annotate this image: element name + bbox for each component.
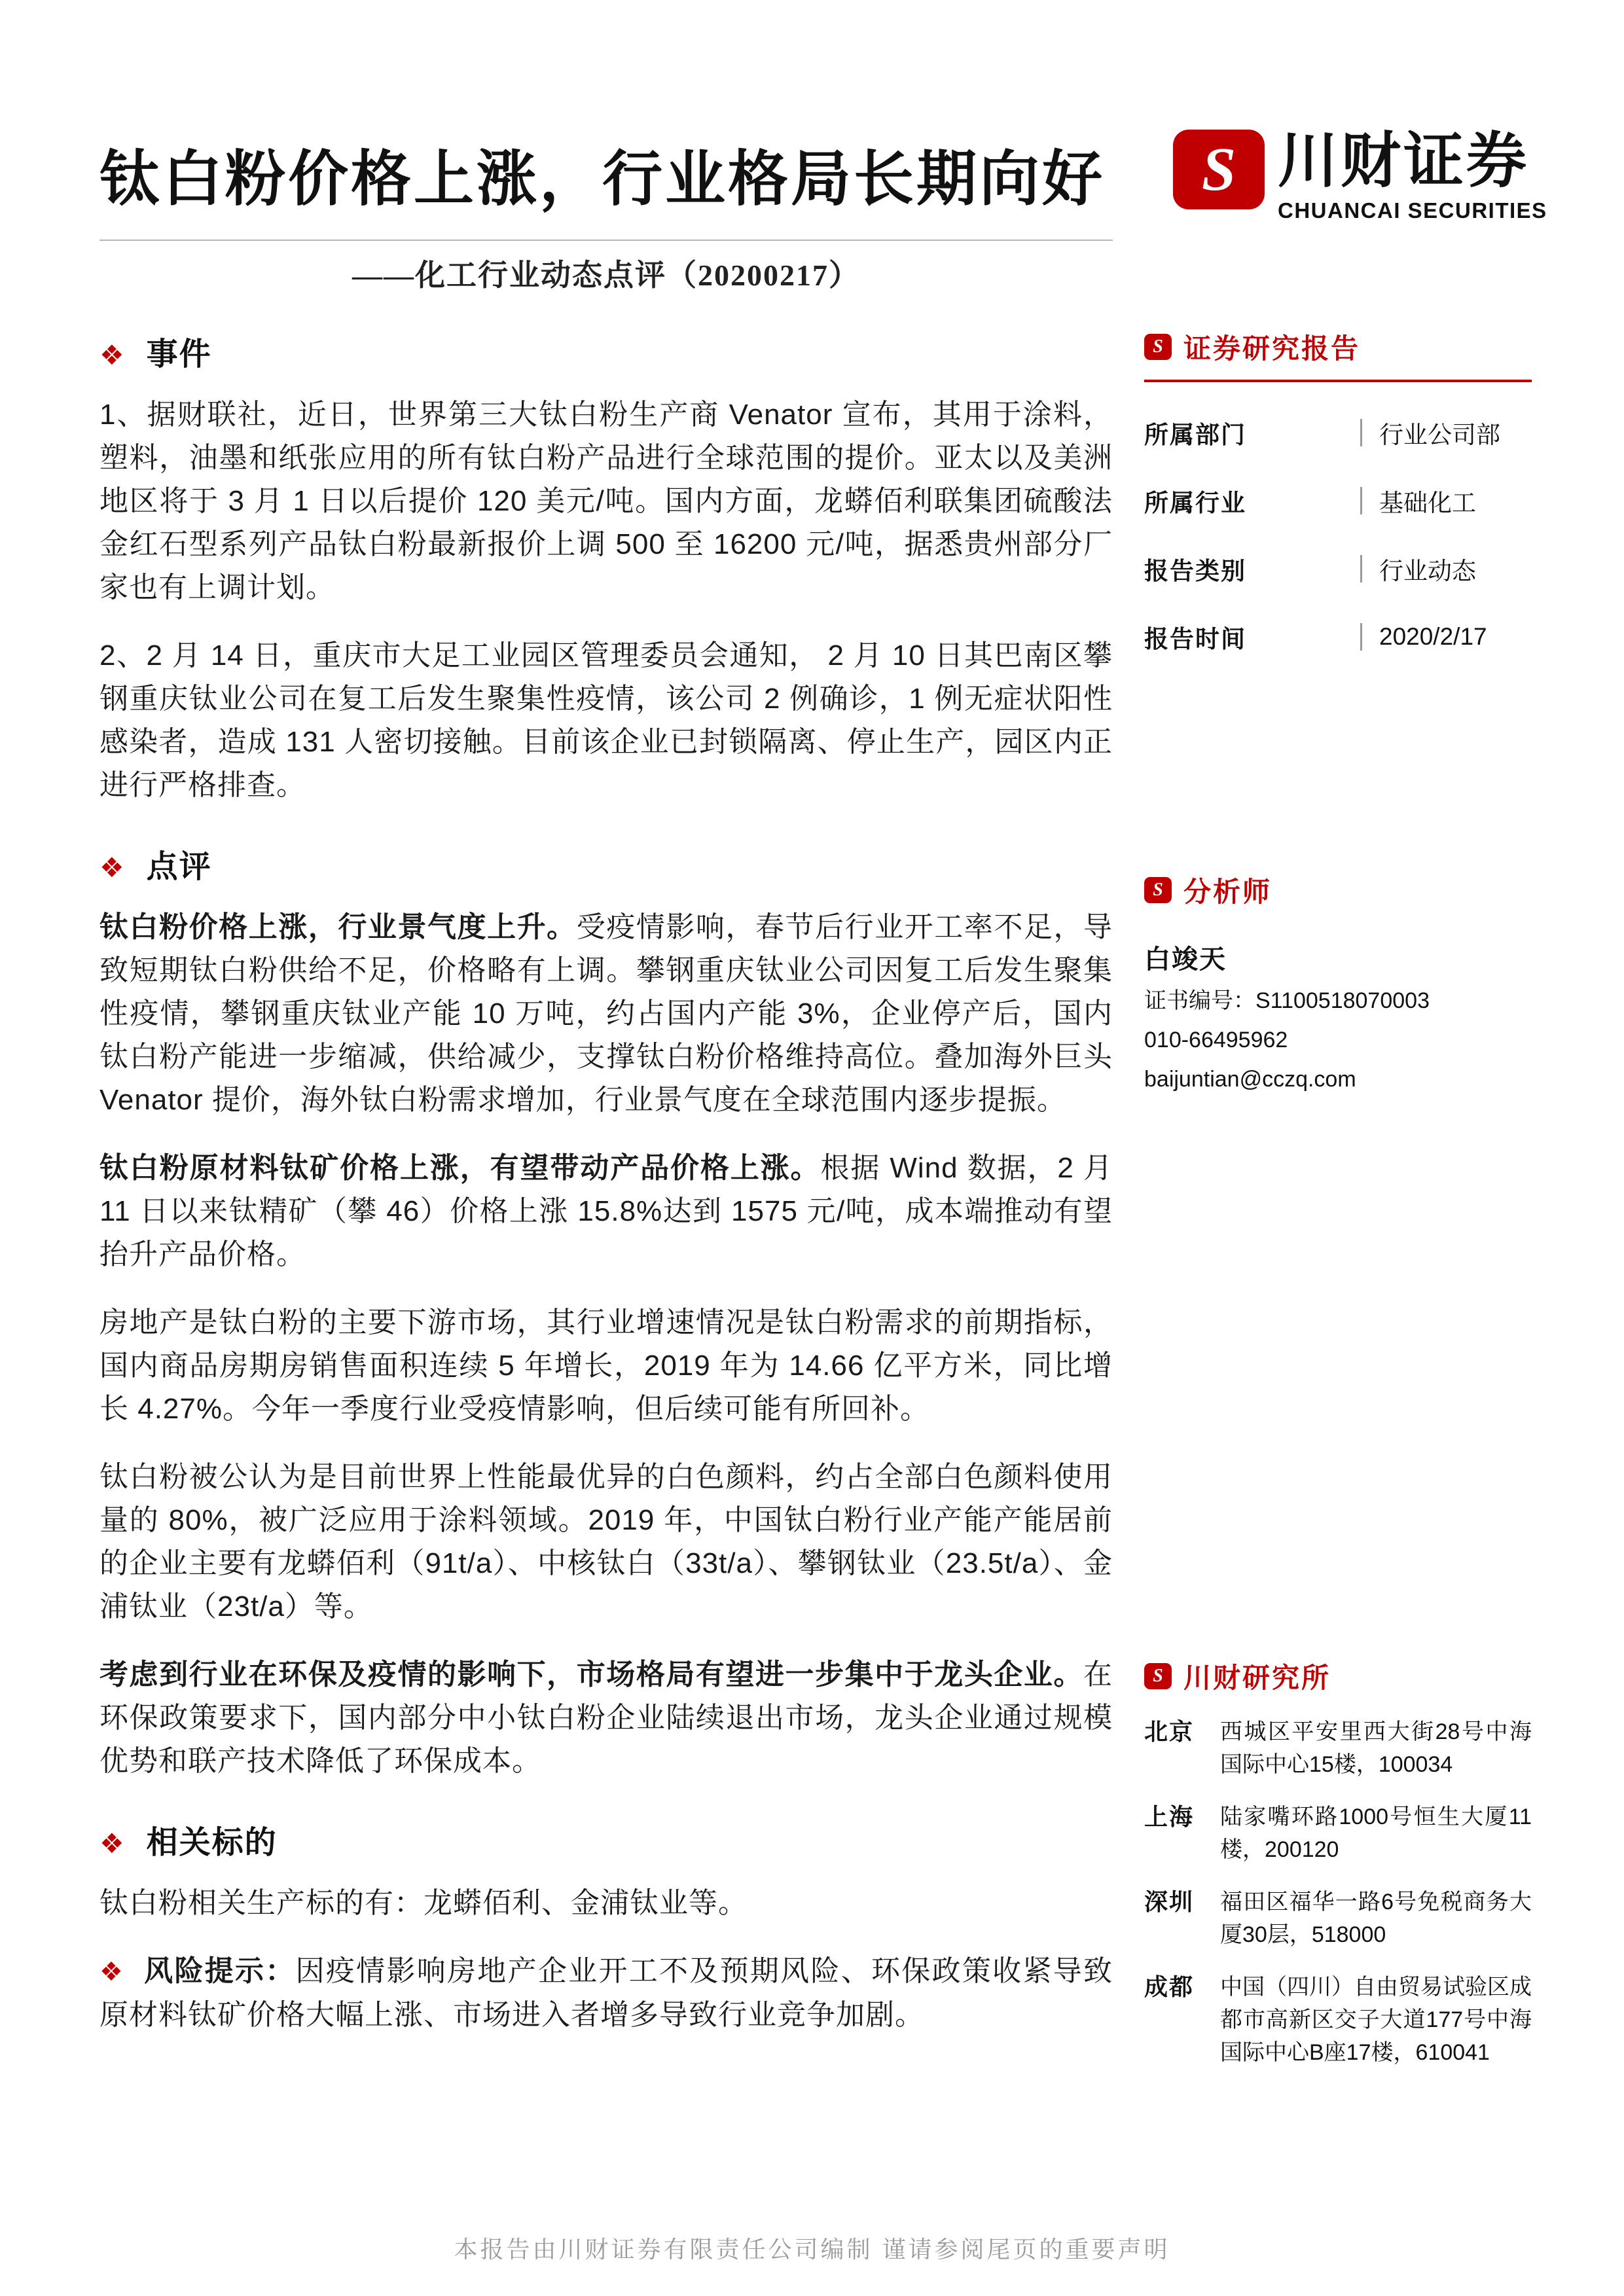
- body-paragraph: [99, 393, 1113, 609]
- office-item: 上海 陆家嘴环路1000号恒生大厦11楼，200120: [1144, 1803, 1532, 1862]
- page-title: 钛白粉价格上涨，行业格局长期向好: [99, 146, 1106, 213]
- report-field: 所属行业 基础化工: [1144, 483, 1532, 518]
- section-bullet-icon: ❖: [99, 852, 124, 883]
- field-separator: [1360, 623, 1362, 651]
- office-item: 深圳 福田区福华一路6号免税商务大厦30层，518000: [1144, 1888, 1532, 1947]
- report-info-block: [1144, 327, 1532, 655]
- risk-label: 风险提示：: [144, 1955, 296, 1987]
- body-paragraph: [99, 1301, 1113, 1431]
- paragraph-text: 钛白粉被公认为是目前世界上性能最优异的白色颜料，约占全部白色颜料使用量的 80%，被广泛应用于涂料领域。2019 年，中国钛白粉行业产能产能居前的企业主要有龙蟒佰利（91t/a）、中核钛白（33t/a）、攀钢钛业（23.5t/a）、金浦钛业（23t/a）等。: [99, 1461, 1113, 1623]
- paragraph-lead: 钛白粉价格上涨，行业景气度上升。: [99, 911, 577, 943]
- section-bullet-icon: ❖: [99, 1828, 124, 1859]
- research-offices-block: [1144, 1657, 1532, 2069]
- analyst-phone: 010-66495962: [1144, 1028, 1288, 1052]
- body-paragraph: [99, 906, 1113, 1122]
- field-separator: [1360, 487, 1362, 514]
- analyst-name: 白竣天: [1144, 945, 1227, 974]
- page-subtitle: ——化工行业动态点评（20200217）: [352, 259, 860, 292]
- analyst-heading: S 分析师: [1144, 870, 1532, 910]
- footer-disclaimer: 本报告由川财证券有限责任公司编制 谨请参阅尾页的重要声明: [454, 2236, 1170, 2263]
- logo-mark-icon: S: [1144, 877, 1172, 903]
- section-heading-event: ❖ 事件: [99, 337, 212, 372]
- paragraph-text: 2、2 月 14 日，重庆市大足工业园区管理委员会通知， 2 月 10 日其巴南区攀钢重庆钛业公司在复工后发生聚集性疫情，该公司 2 例确诊，1 例无症状阳性感染者，造成 131 人密切接触。目前该企业已封锁隔离、停止生产，园区内正进行严格排查。: [99, 639, 1113, 801]
- risk-paragraph: [99, 1950, 1113, 2037]
- body-paragraph: [99, 1456, 1113, 1628]
- report-field: 所属部门 行业公司部: [1144, 415, 1532, 450]
- section-heading-comment: ❖ 点评: [99, 850, 212, 884]
- body-paragraph: [99, 634, 1113, 807]
- office-item: 成都 中国（四川）自由贸易试验区成都市高新区交子大道177号中海国际中心B座17楼，610041: [1144, 1973, 1532, 2065]
- report-field: 报告时间 2020/2/17: [1144, 623, 1487, 653]
- office-item: 北京 西城区平安里西大街28号中海国际中心15楼，100034: [1144, 1718, 1532, 1777]
- report-info-heading: S 证券研究报告: [1144, 327, 1532, 382]
- logo-mark-icon: S: [1144, 1663, 1172, 1689]
- offices-heading: S 川财研究所: [1144, 1657, 1532, 1696]
- brand-name-en: CHUANCAI SECURITIES: [1278, 198, 1547, 223]
- field-separator: [1360, 555, 1362, 583]
- brand-logo: [1173, 130, 1547, 223]
- logo-mark-icon: S: [1144, 334, 1172, 360]
- analyst-cert: 证书编号：S1100518070003: [1144, 988, 1430, 1013]
- paragraph-lead: 考虑到行业在环保及疫情的影响下，市场格局有望进一步集中于龙头企业。: [99, 1659, 1083, 1691]
- brand-text: [1278, 130, 1547, 223]
- title-divider: [99, 240, 1113, 241]
- analyst-email: baijuntian@cczq.com: [1144, 1067, 1356, 1092]
- report-body: [99, 329, 1113, 2037]
- paragraph-text: 房地产是钛白粉的主要下游市场，其行业增速情况是钛白粉需求的前期指标，国内商品房期房销售面积连续 5 年增长，2019 年为 14.66 亿平方米，同比增长 4.27%。今年一季度行业受疫情影响，但后续可能有所回补。: [99, 1306, 1113, 1425]
- paragraph-text: 1、据财联社，近日，世界第三大钛白粉生产商 Venator 宣布，其用于涂料，塑料，油墨和纸张应用的所有钛白粉产品进行全球范围的提价。亚太以及美洲地区将于 3 月 1 日以后提价 120 美元/吨。国内方面，龙蟒佰利联集团硫酸法金红石型系列产品钛白粉最新报价上调 500 至 16200 元/吨，据悉贵州部分厂家也有上调计划。: [99, 399, 1113, 603]
- body-paragraph: [99, 1653, 1113, 1783]
- brand-logo-mark-icon: S: [1173, 130, 1265, 209]
- paragraph-text: 钛白粉相关生产标的有：龙蟒佰利、金浦钛业等。: [99, 1887, 748, 1919]
- report-field: 报告类别 行业动态: [1144, 551, 1532, 586]
- paragraph-text: 根据 Wind 数据，2 月 11 日以来钛精矿（攀 46）价格上涨 15.8%达到 1575 元/吨，成本端推动有望抬升产品价格。: [99, 1152, 1113, 1270]
- section-bullet-icon: ❖: [99, 1958, 125, 1986]
- section-heading-related: ❖ 相关标的: [99, 1825, 278, 1860]
- section-bullet-icon: ❖: [99, 340, 124, 370]
- paragraph-text: 受疫情影响，春节后行业开工率不足，导致短期钛白粉供给不足，价格略有上调。攀钢重庆钛业公司因复工后发生聚集性疫情，攀钢重庆钛业产能 10 万吨，约占国内产能 3%，企业停产后，国内钛白粉产能进一步缩减，供给减少，支撑钛白粉价格维持高位。叠加海外巨头 Venator 提价，海外钛白粉需求增加，行业景气度在全球范围内逐步提振。: [99, 911, 1113, 1116]
- body-paragraph: [99, 1882, 1113, 1925]
- body-paragraph: [99, 1147, 1113, 1276]
- paragraph-lead: 钛白粉原材料钛矿价格上涨，有望带动产品价格上涨。: [99, 1152, 821, 1184]
- main-column: [99, 131, 1113, 2062]
- field-separator: [1360, 419, 1362, 446]
- analyst-block: [1144, 870, 1532, 1094]
- risk-text: 因疫情影响房地产企业开工不及预期风险、环保政策收紧导致原材料钛矿价格大幅上涨、市场进入者增多导致行业竞争加剧。: [99, 1955, 1113, 2031]
- brand-name-cn: 川财证券: [1278, 128, 1530, 194]
- paragraph-text: 在环保政策要求下，国内部分中小钛白粉企业陆续退出市场，龙头企业通过规模优势和联产技术降低了环保成本。: [99, 1659, 1113, 1777]
- sidebar: [1144, 327, 1532, 2069]
